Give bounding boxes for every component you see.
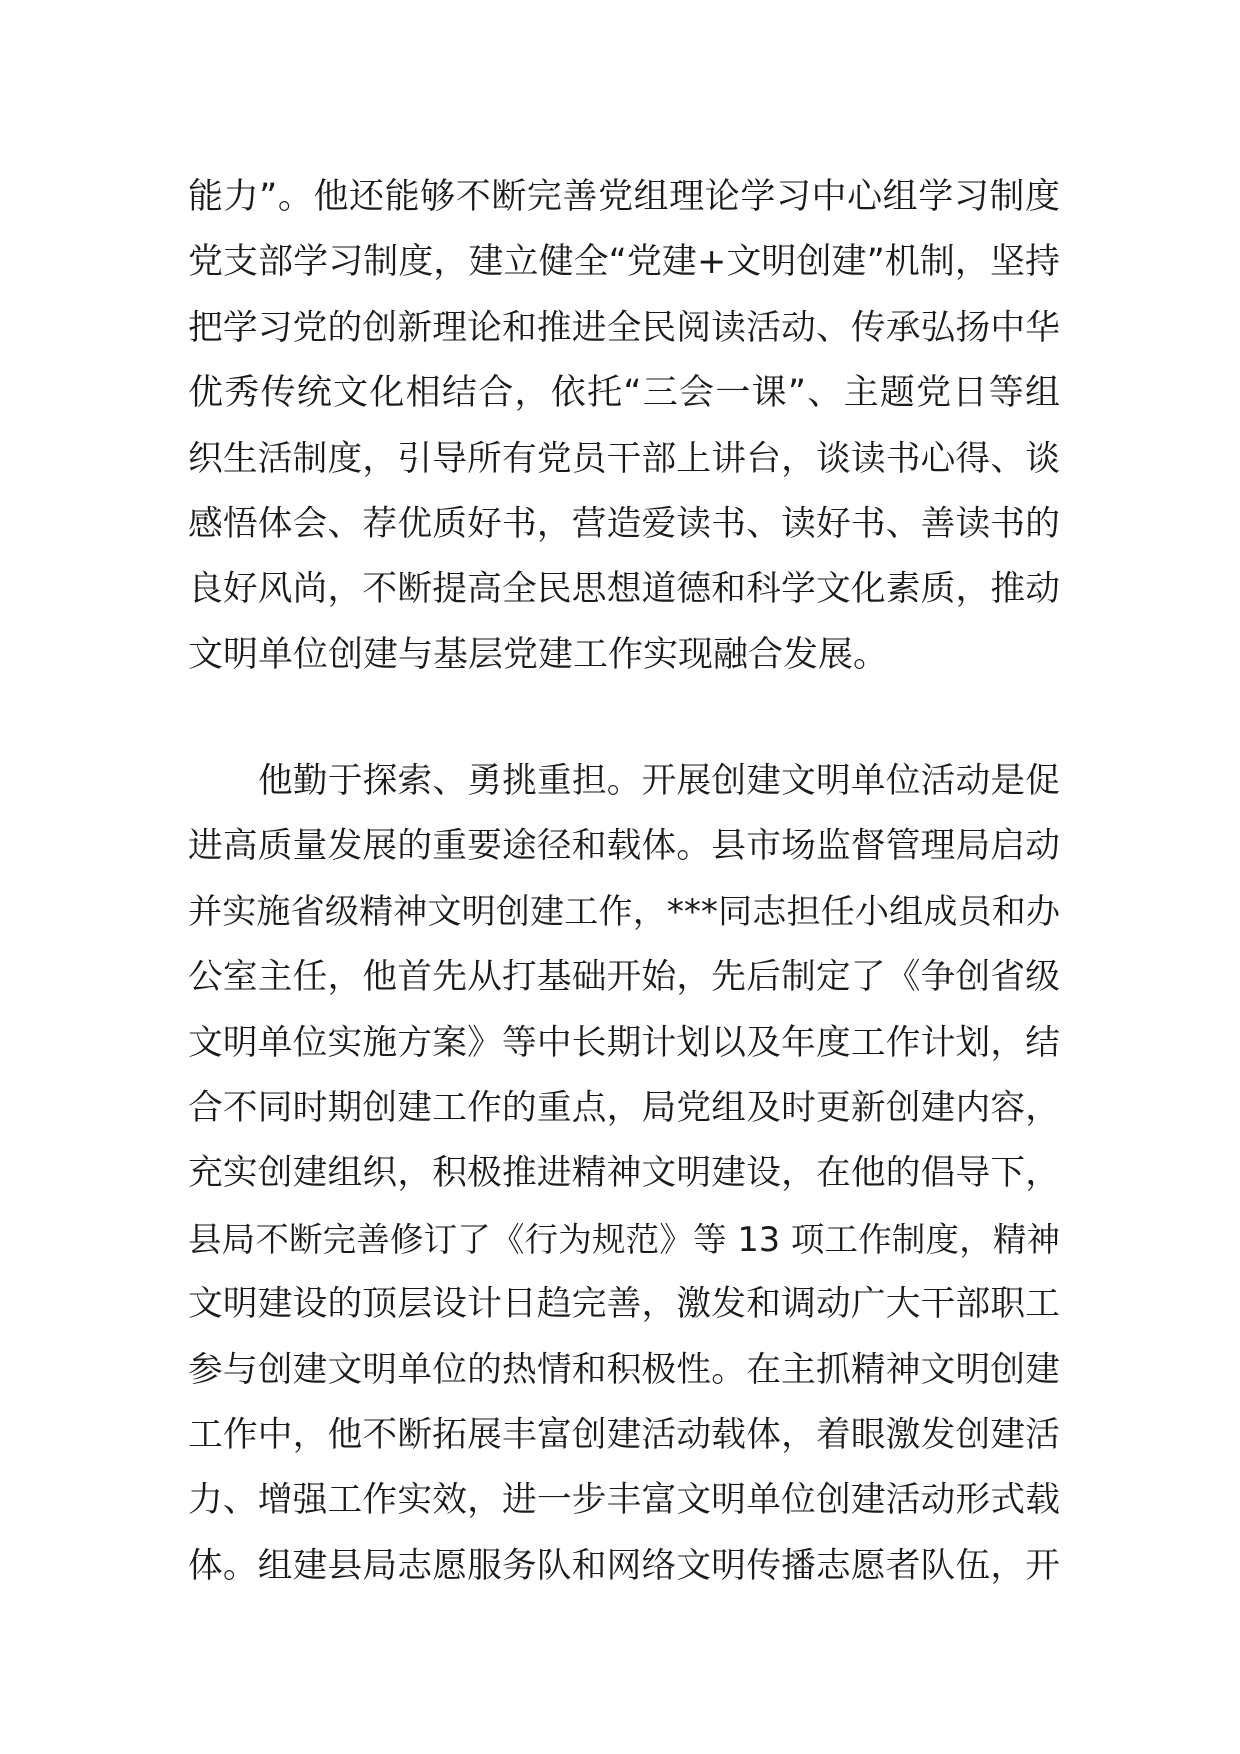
- text-line: 文明单位创建与基层党建工作实现融合发展。: [188, 634, 889, 675]
- text-line: 织生活制度，引导所有党员干部上讲台，谈读书心得、谈: [188, 438, 1060, 479]
- text-line: 县局不断完善修订了《行为规范》等 13 项工作制度，精神: [188, 1219, 1060, 1259]
- text-line: 把学习党的创新理论和推进全民阅读活动、传承弘扬中华: [188, 307, 1060, 348]
- text-line: 参与创建文明单位的热情和积极性。在主抓精神文明创建: [188, 1349, 1060, 1390]
- text-line: 良好风尚，不断提高全民思想道德和科学文化素质，推动: [188, 569, 1060, 610]
- text-line: 文明建设的顶层设计日趋完善，激发和调动广大干部职工: [188, 1284, 1060, 1325]
- text-line: 力、增强工作实效，进一步丰富文明单位创建活动形式载: [188, 1480, 1060, 1521]
- text-line: 充实创建组织，积极推进精神文明建设，在他的倡导下，: [188, 1153, 1060, 1194]
- text-line: 并实施省级精神文明创建工作，***同志担任小组成员和办: [188, 891, 1060, 932]
- paragraph-2: [188, 749, 1060, 1599]
- text-line: 进高质量发展的重要途径和载体。县市场监督管理局启动: [188, 826, 1060, 867]
- text-line: 感悟体会、荐优质好书，营造爱读书、读好书、善读书的: [188, 503, 1060, 544]
- text-line: 能力”。他还能够不断完善党组理论学习中心组学习制度: [188, 177, 1060, 217]
- text-line: 体。组建县局志愿服务队和网络文明传播志愿者队伍，开: [188, 1545, 1060, 1586]
- text-line: 优秀传统文化相结合，依托“三会一课”、主题党日等组: [188, 373, 1060, 414]
- paragraph-1: [188, 165, 1060, 688]
- text-line: 党支部学习制度，建立健全“党建+文明创建”机制，坚持: [188, 242, 1060, 283]
- text-line: 他勤于探索、勇挑重担。开展创建文明单位活动是促: [258, 761, 1060, 801]
- text-line: 文明单位实施方案》等中长期计划以及年度工作计划，结: [188, 1022, 1060, 1063]
- text-line: 公室主任，他首先从打基础开始，先后制定了《争创省级: [188, 957, 1060, 998]
- text-line: 工作中，他不断拓展丰富创建活动载体，着眼激发创建活: [188, 1414, 1060, 1455]
- text-line: 合不同时期创建工作的重点，局党组及时更新创建内容，: [188, 1087, 1060, 1128]
